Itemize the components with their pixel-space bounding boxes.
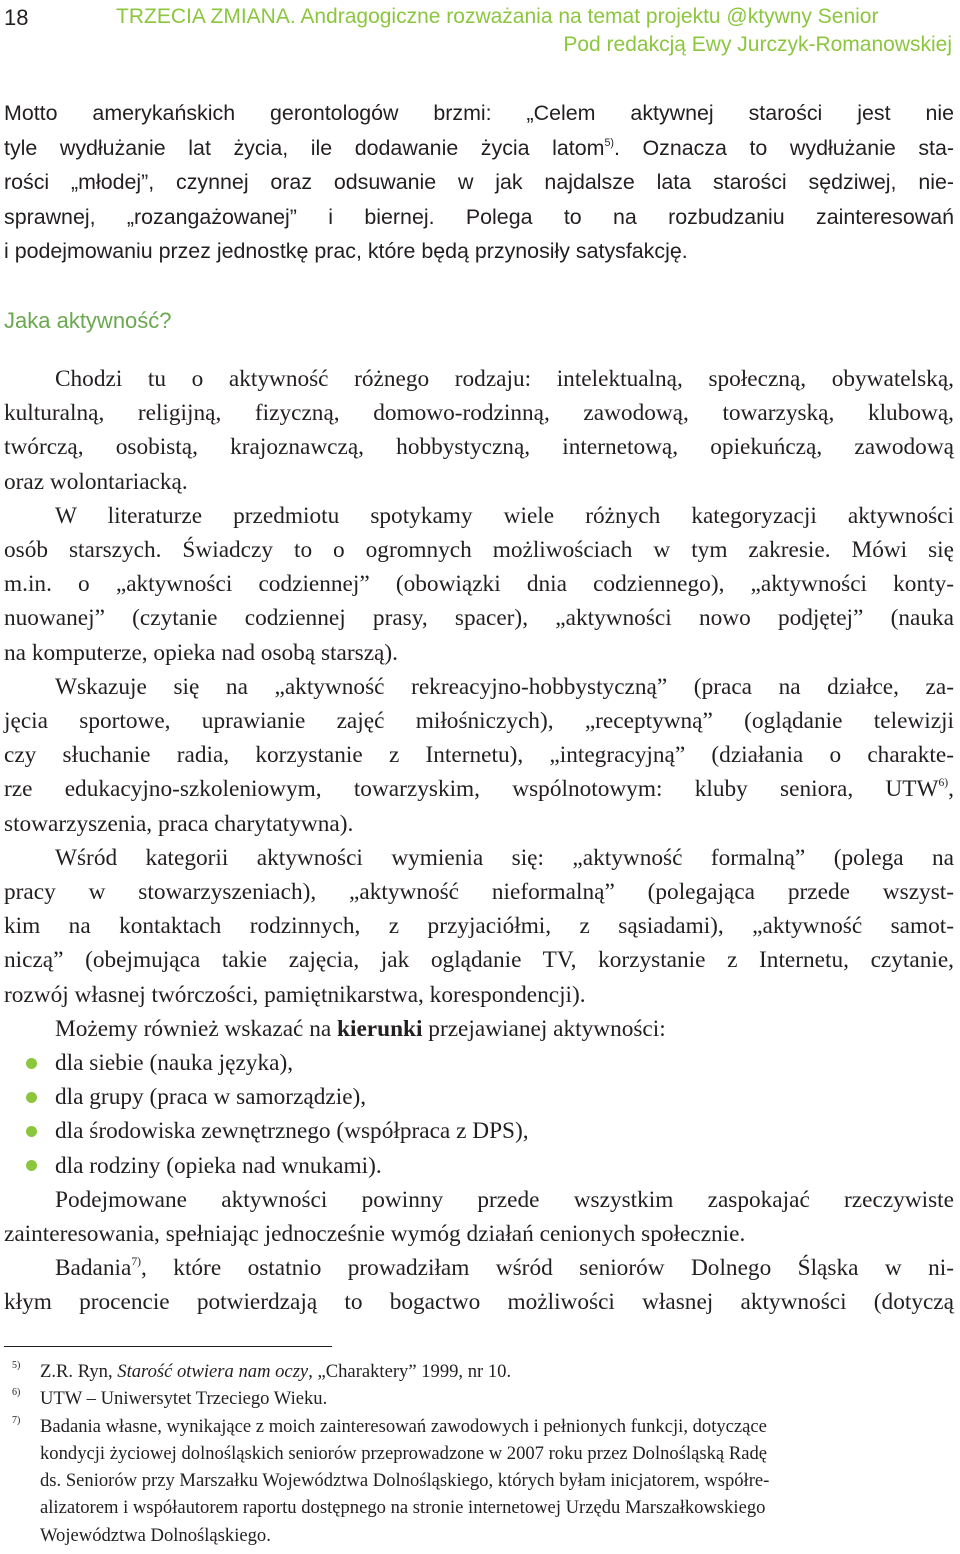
running-title: TRZECIA ZMIANA. Andragogiczne rozważania na temat projektu @ktywny Senior xyxy=(116,5,879,28)
text-line: niczą” (obejmująca takie zajęcia, jak oglądanie TV, korzystanie z Internetu, czytanie, xyxy=(4,947,954,974)
text-line: Wskazuje się na „aktywność rekreacyjno-hobbystyczną” (praca na działce, za- xyxy=(55,673,954,700)
motto-line: i podejmowaniu przez jednostkę prac, które będą przynosiły satysfakcję. xyxy=(4,239,688,263)
text-line: kulturalną, religijną, fizyczną, domowo-rodzinną, zawodową, towarzyską, klubową, xyxy=(4,400,954,427)
text-line: Wśród kategorii aktywności wymienia się: „aktywność formalną” (polega na xyxy=(55,844,954,871)
text-line: Możemy również wskazać na kierunki przejawianej aktywności: xyxy=(55,1015,666,1042)
text-line: Chodzi tu o aktywność różnego rodzaju: intelektualną, społeczną, obywatelską, xyxy=(55,366,954,392)
page-header xyxy=(4,2,952,62)
main-text xyxy=(4,362,954,1320)
text-line: kłym procencie potwierdzają to bogactwo możliwości własnej aktywności (dotyczą xyxy=(4,1289,954,1316)
editor-line: Pod redakcją Ewy Jurczyk-Romanowskiej xyxy=(563,33,952,56)
list-item: dla siebie (nauka języka), xyxy=(4,1046,954,1080)
footnote-divider xyxy=(4,1346,332,1347)
bullet-icon xyxy=(26,1160,37,1171)
footnote-6: 6) UTW – Uniwersytet Trzeciego Wieku. xyxy=(12,1387,328,1410)
footnote-mark: 7) xyxy=(12,1414,21,1426)
text-line: zainteresowania, spełniając jednocześnie wymóg działań cenionych społecznie. xyxy=(4,1221,746,1248)
text-line: nuowanej” (czytanie codziennej prasy, spacer), „aktywności nowo podjętej” (nauka xyxy=(4,605,954,632)
bullet-icon xyxy=(26,1092,37,1103)
text-line: stowarzyszenia, praca charytatywna). xyxy=(4,810,354,837)
list-item: dla grupy (praca w samorządzie), xyxy=(4,1080,954,1114)
text-line: Podejmowane aktywności powinny przede wszystkim zaspokajać rzeczywiste xyxy=(55,1186,954,1213)
footnote-ref: 7) xyxy=(131,1255,142,1269)
text-line: rozwój własnej twórczości, pamiętnikarstwa, korespondencji). xyxy=(4,981,586,1008)
text-line: pracy w stowarzyszeniach), „aktywność nieformalną” (polegająca przede wszyst- xyxy=(4,879,954,906)
text-line: jęcia sportowe, uprawianie zajęć miłośniczych), „receptywną” (oglądanie telewizji xyxy=(4,708,954,735)
text-line: W literaturze przedmiotu spotykamy wiele różnych kategoryzacji aktywności xyxy=(55,502,954,529)
text-line: na komputerze, opieka nad osobą starszą). xyxy=(4,639,398,666)
list-item: dla rodziny (opieka nad wnukami). xyxy=(4,1149,954,1183)
text-line: Badania$^{7)}$, które ostatnio prowadziłam wśród seniorów Dolnego Śląska w ni- xyxy=(55,1255,954,1282)
text-line: twórczą, osobistą, krajoznawczą, hobbystyczną, internetową, opiekuńczą, zawodową xyxy=(4,434,954,461)
text-line: osób starszych. Świadczy to o ogromnych możliwościach w tym zakresie. Mówi się xyxy=(4,537,954,564)
footnote-ref: 5) xyxy=(604,136,614,149)
footnotes xyxy=(4,1358,954,1549)
motto-line: Motto amerykańskich gerontologów brzmi: „Celem aktywnej starości jest nie xyxy=(4,101,954,125)
section-heading: Jaka aktywność? xyxy=(4,308,172,333)
book-title: Starość otwiera nam oczy xyxy=(117,1361,309,1382)
footnote-mark: 5) xyxy=(12,1360,21,1371)
footnote-mark: 6) xyxy=(12,1387,21,1399)
text-line: czy słuchanie radia, korzystanie z Internetu), „integracyjną” (działania o charakte- xyxy=(4,742,954,769)
bullet-icon xyxy=(26,1126,37,1137)
motto-line: sprawnej, „rozangażowanej” i biernej. Polega to na rozbudzaniu zainteresowań xyxy=(4,204,954,229)
page-number: 18 xyxy=(4,5,29,30)
text-line: rze edukacyjno-szkoleniowym, towarzyskim, wspólnotowym: kluby seniora, UTW$^{6)}$, xyxy=(4,776,954,803)
motto-line: tyle wydłużanie lat życia, ile dodawanie życia latom$^{5)}$. Oznacza to wydłużanie sta- xyxy=(4,135,954,160)
bullet-icon xyxy=(26,1058,37,1069)
list-item: dla środowiska zewnętrznego (współpraca z DPS), xyxy=(4,1114,954,1148)
footnote-5: 5) Z.R. Ryn, Starość otwiera nam oczy, „Charaktery” 1999, nr 10. xyxy=(12,1360,512,1382)
bold-term: kierunki xyxy=(337,1015,423,1042)
motto-line: rości „młodej”, czynnej oraz odsuwanie w jak najdalsze lata starości sędziwej, nie- xyxy=(4,170,954,194)
text-line: oraz wolontariacką. xyxy=(4,468,188,495)
footnote-7: 7) Badania własne, wynikające z moich zainteresowań zawodowych i pełnionych funkcji, dotyczące kondycji życiowej dolnośląskich seniorów przeprowadzone w 2007 roku przez Dolnośląską Radę ds. Seniorów przy Marszałku Województwa Dolnośląskiego, których byłam inicjatorem, współre- alizatorem i współautorem raportu dostępnego na stronie internetowej Urzędu Marszałkowskiego Województwa Dolnośląskiego. xyxy=(12,1414,770,1546)
motto-paragraph xyxy=(4,96,954,269)
text-line: kim na kontaktach rodzinnych, z przyjaciółmi, z sąsiadami), „aktywność samot- xyxy=(4,913,954,940)
text-line: m.in. o „aktywności codziennej” (obowiązki dnia codziennego), „aktywności konty- xyxy=(4,571,954,598)
footnote-ref: 6) xyxy=(938,776,949,790)
